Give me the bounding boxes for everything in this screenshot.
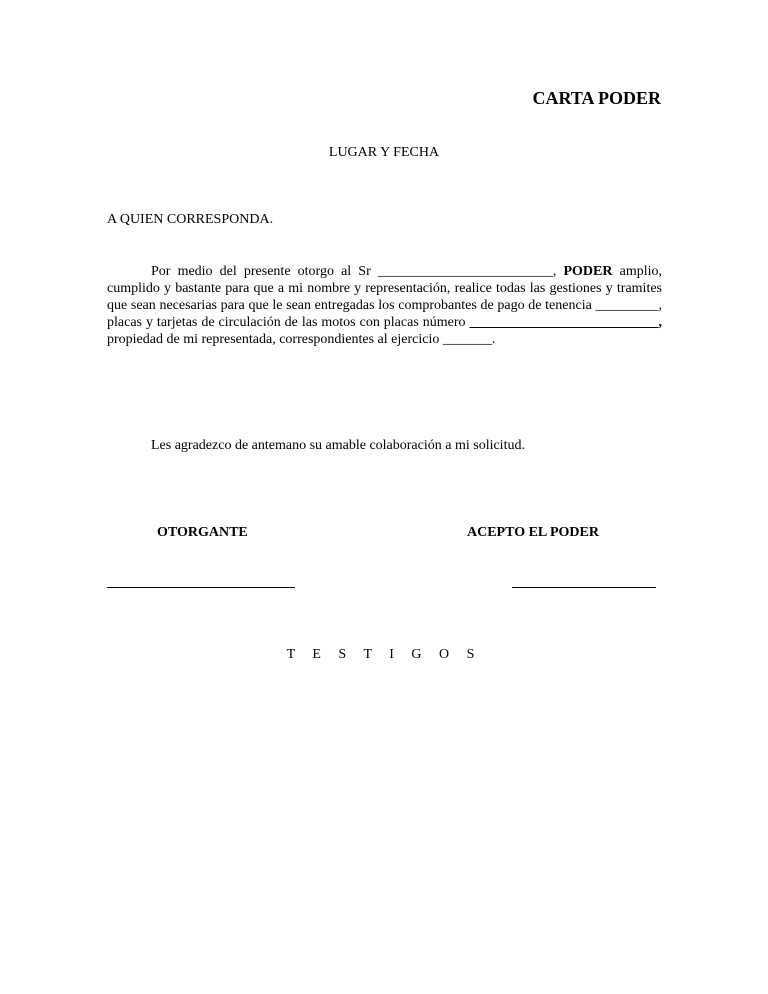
- grantor-label: OTORGANTE: [157, 525, 248, 540]
- document-title: CARTA PODER: [532, 88, 661, 108]
- grantor-signature-line: [107, 587, 295, 588]
- thanks-line: Les agradezco de antemano su amable colaboración a mi solicitud.: [151, 438, 525, 453]
- body-text-part1: Por medio del presente otorgo al Sr _________________________,: [151, 264, 564, 279]
- body-text-part2: amplio, cumplido y bastante para que a mi nombre y representación, realice todas las gestiones y tramites que sean necesarias para que le sean entregadas los comprobantes de pago de tenencia _________, placas y tarjetas de circulación de las motos con placas número: [107, 264, 662, 330]
- salutation: A QUIEN CORRESPONDA.: [107, 212, 274, 227]
- acceptor-label: ACEPTO EL PODER: [467, 525, 599, 540]
- plate-number-blank: ___________________________,: [469, 315, 662, 330]
- body-paragraph: [107, 263, 662, 348]
- place-and-date: LUGAR Y FECHA: [328, 145, 440, 160]
- witnesses-heading: T E S T I G O S: [286, 647, 482, 662]
- acceptor-signature-line: [512, 587, 656, 588]
- body-text-part3: propiedad de mi representada, correspondientes al ejercicio _______.: [107, 332, 496, 347]
- poder-keyword: PODER: [563, 264, 613, 279]
